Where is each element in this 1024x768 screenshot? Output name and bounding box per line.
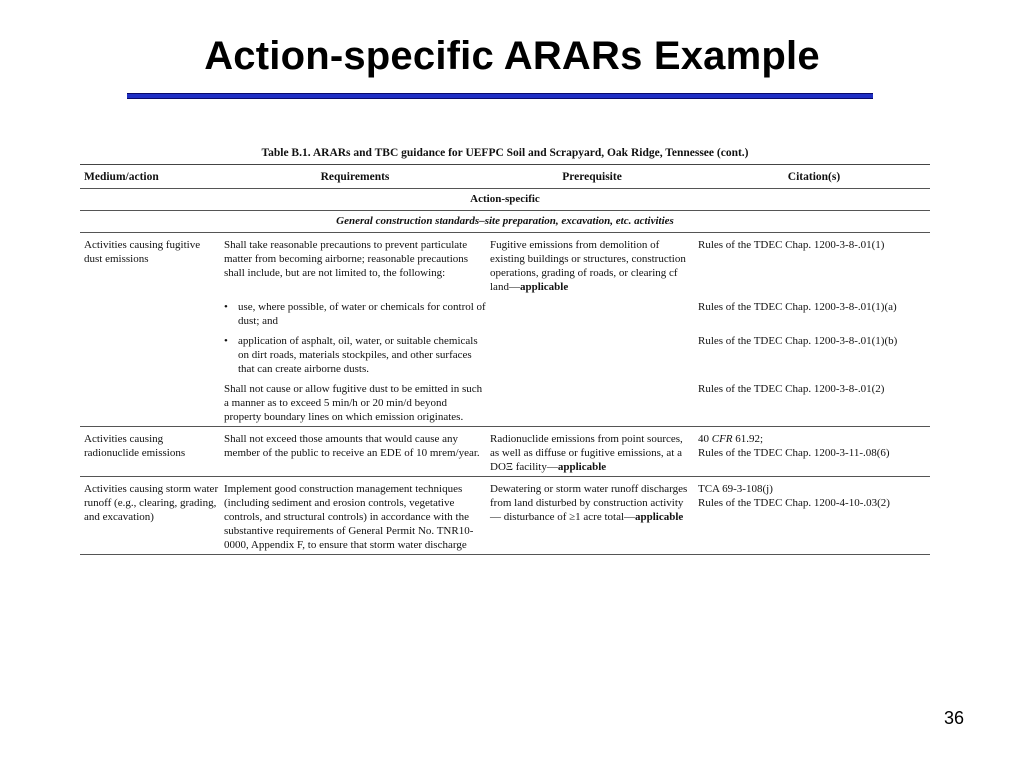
bullet-text: use, where possible, of water or chemicals for control of dust; and (238, 301, 486, 327)
citation-cell: Rules of the TDEC Chap. 1200-3-8-.01(1) (698, 239, 885, 251)
prerequisite-cell (486, 432, 694, 474)
bullet-text: application of asphalt, oil, water, or suitable chemicals on dirt roads, materials stockpiles, and other surfaces that can create airborne dusts. (238, 335, 478, 375)
citation-line: Rules of the TDEC Chap. 1200-4-10-.03(2) (698, 497, 890, 509)
citation-line: Rules of the TDEC Chap. 1200-3-11-.08(6) (698, 447, 890, 459)
requirement-cell: Shall take reasonable precautions to prevent particulate matter from becoming airborne; reasonable precautions shall include, but are not limited to, the following: (224, 239, 469, 279)
title-underline (127, 93, 873, 99)
slide-title: Action-specific ARARs Example (204, 34, 820, 78)
header-prerequisite: Prerequisite (562, 171, 622, 183)
subsection-heading: General construction standards–site preparation, excavation, etc. activities (80, 211, 930, 233)
bullet-item (220, 334, 486, 376)
applicable-label: applicable (557, 461, 607, 473)
header-medium-action: Medium/action (84, 171, 159, 183)
medium-cell: Activities causing fugitive dust emissions (84, 239, 201, 265)
citation-line: TCA 69-3-108(j) (698, 483, 773, 495)
header-requirements: Requirements (320, 171, 390, 183)
arars-table (80, 146, 930, 555)
medium-cell: Activities causing storm water runoff (e.g., clearing, grading, and excavation) (84, 483, 219, 523)
requirement-cell: Shall not cause or allow fugitive dust to be emitted in such a manner as to exceed 5 min/h or 20 min/d beyond property boundary lines on which emission originates. (224, 383, 483, 423)
section-heading: Action-specific (80, 189, 930, 211)
table-caption: Table B.1. ARARs and TBC guidance for UEFPC Soil and Scrapyard, Oak Ridge, Tennessee (cont.) (80, 146, 930, 165)
prerequisite-cell (486, 482, 694, 552)
bullet-icon: • (224, 335, 228, 347)
requirement-cell: Implement good construction management techniques (including sediment and erosion controls, vegetative controls, and structural controls) in accordance with the substantive requirements of General Permit No. TNR10-0000, Appendix F, to ensure that storm water discharge (224, 483, 474, 551)
table-row-radionuclide (80, 427, 930, 477)
table-row-fugitive-dust (80, 233, 930, 427)
citation-cell (694, 432, 930, 474)
applicable-label: applicable (519, 281, 569, 293)
citation-cfr: CFR (711, 433, 733, 445)
table-row-storm-water (80, 477, 930, 555)
medium-cell: Activities causing radionuclide emissions (84, 433, 186, 459)
citation-suffix: 61.92; (732, 433, 764, 445)
applicable-label: applicable (635, 511, 684, 523)
table-header-row (80, 165, 930, 189)
citation-cell: Rules of the TDEC Chap. 1200-3-8-.01(1)(b) (698, 335, 898, 347)
prerequisite-cell (486, 238, 694, 294)
prerequisite-text: Fugitive emissions from demolition of existing buildings or structures, construction operations, grading of roads, or clearing cf land— (490, 239, 686, 293)
bullet-icon: • (224, 301, 228, 313)
requirement-cell: Shall not exceed those amounts that would cause any member of the public to receive an EDE of 10 mrem/year. (224, 433, 480, 459)
bullet-item (220, 300, 486, 328)
citation-cell (694, 482, 930, 552)
citation-cell: Rules of the TDEC Chap. 1200-3-8-.01(1)(a) (698, 301, 897, 313)
header-citations: Citation(s) (787, 171, 841, 183)
citation-prefix: 40 (698, 433, 712, 445)
prerequisite-text: Dewatering or storm water runoff discharges from land disturbed by construction activity— disturbance of ≥1 acre total— (490, 483, 688, 523)
page-number: 36 (943, 708, 964, 728)
prerequisite-text: Radionuclide emissions from point sources, as well as diffuse or fugitive emissions, at a DOΞ facility— (490, 433, 683, 473)
citation-cell: Rules of the TDEC Chap. 1200-3-8-.01(2) (698, 383, 885, 395)
